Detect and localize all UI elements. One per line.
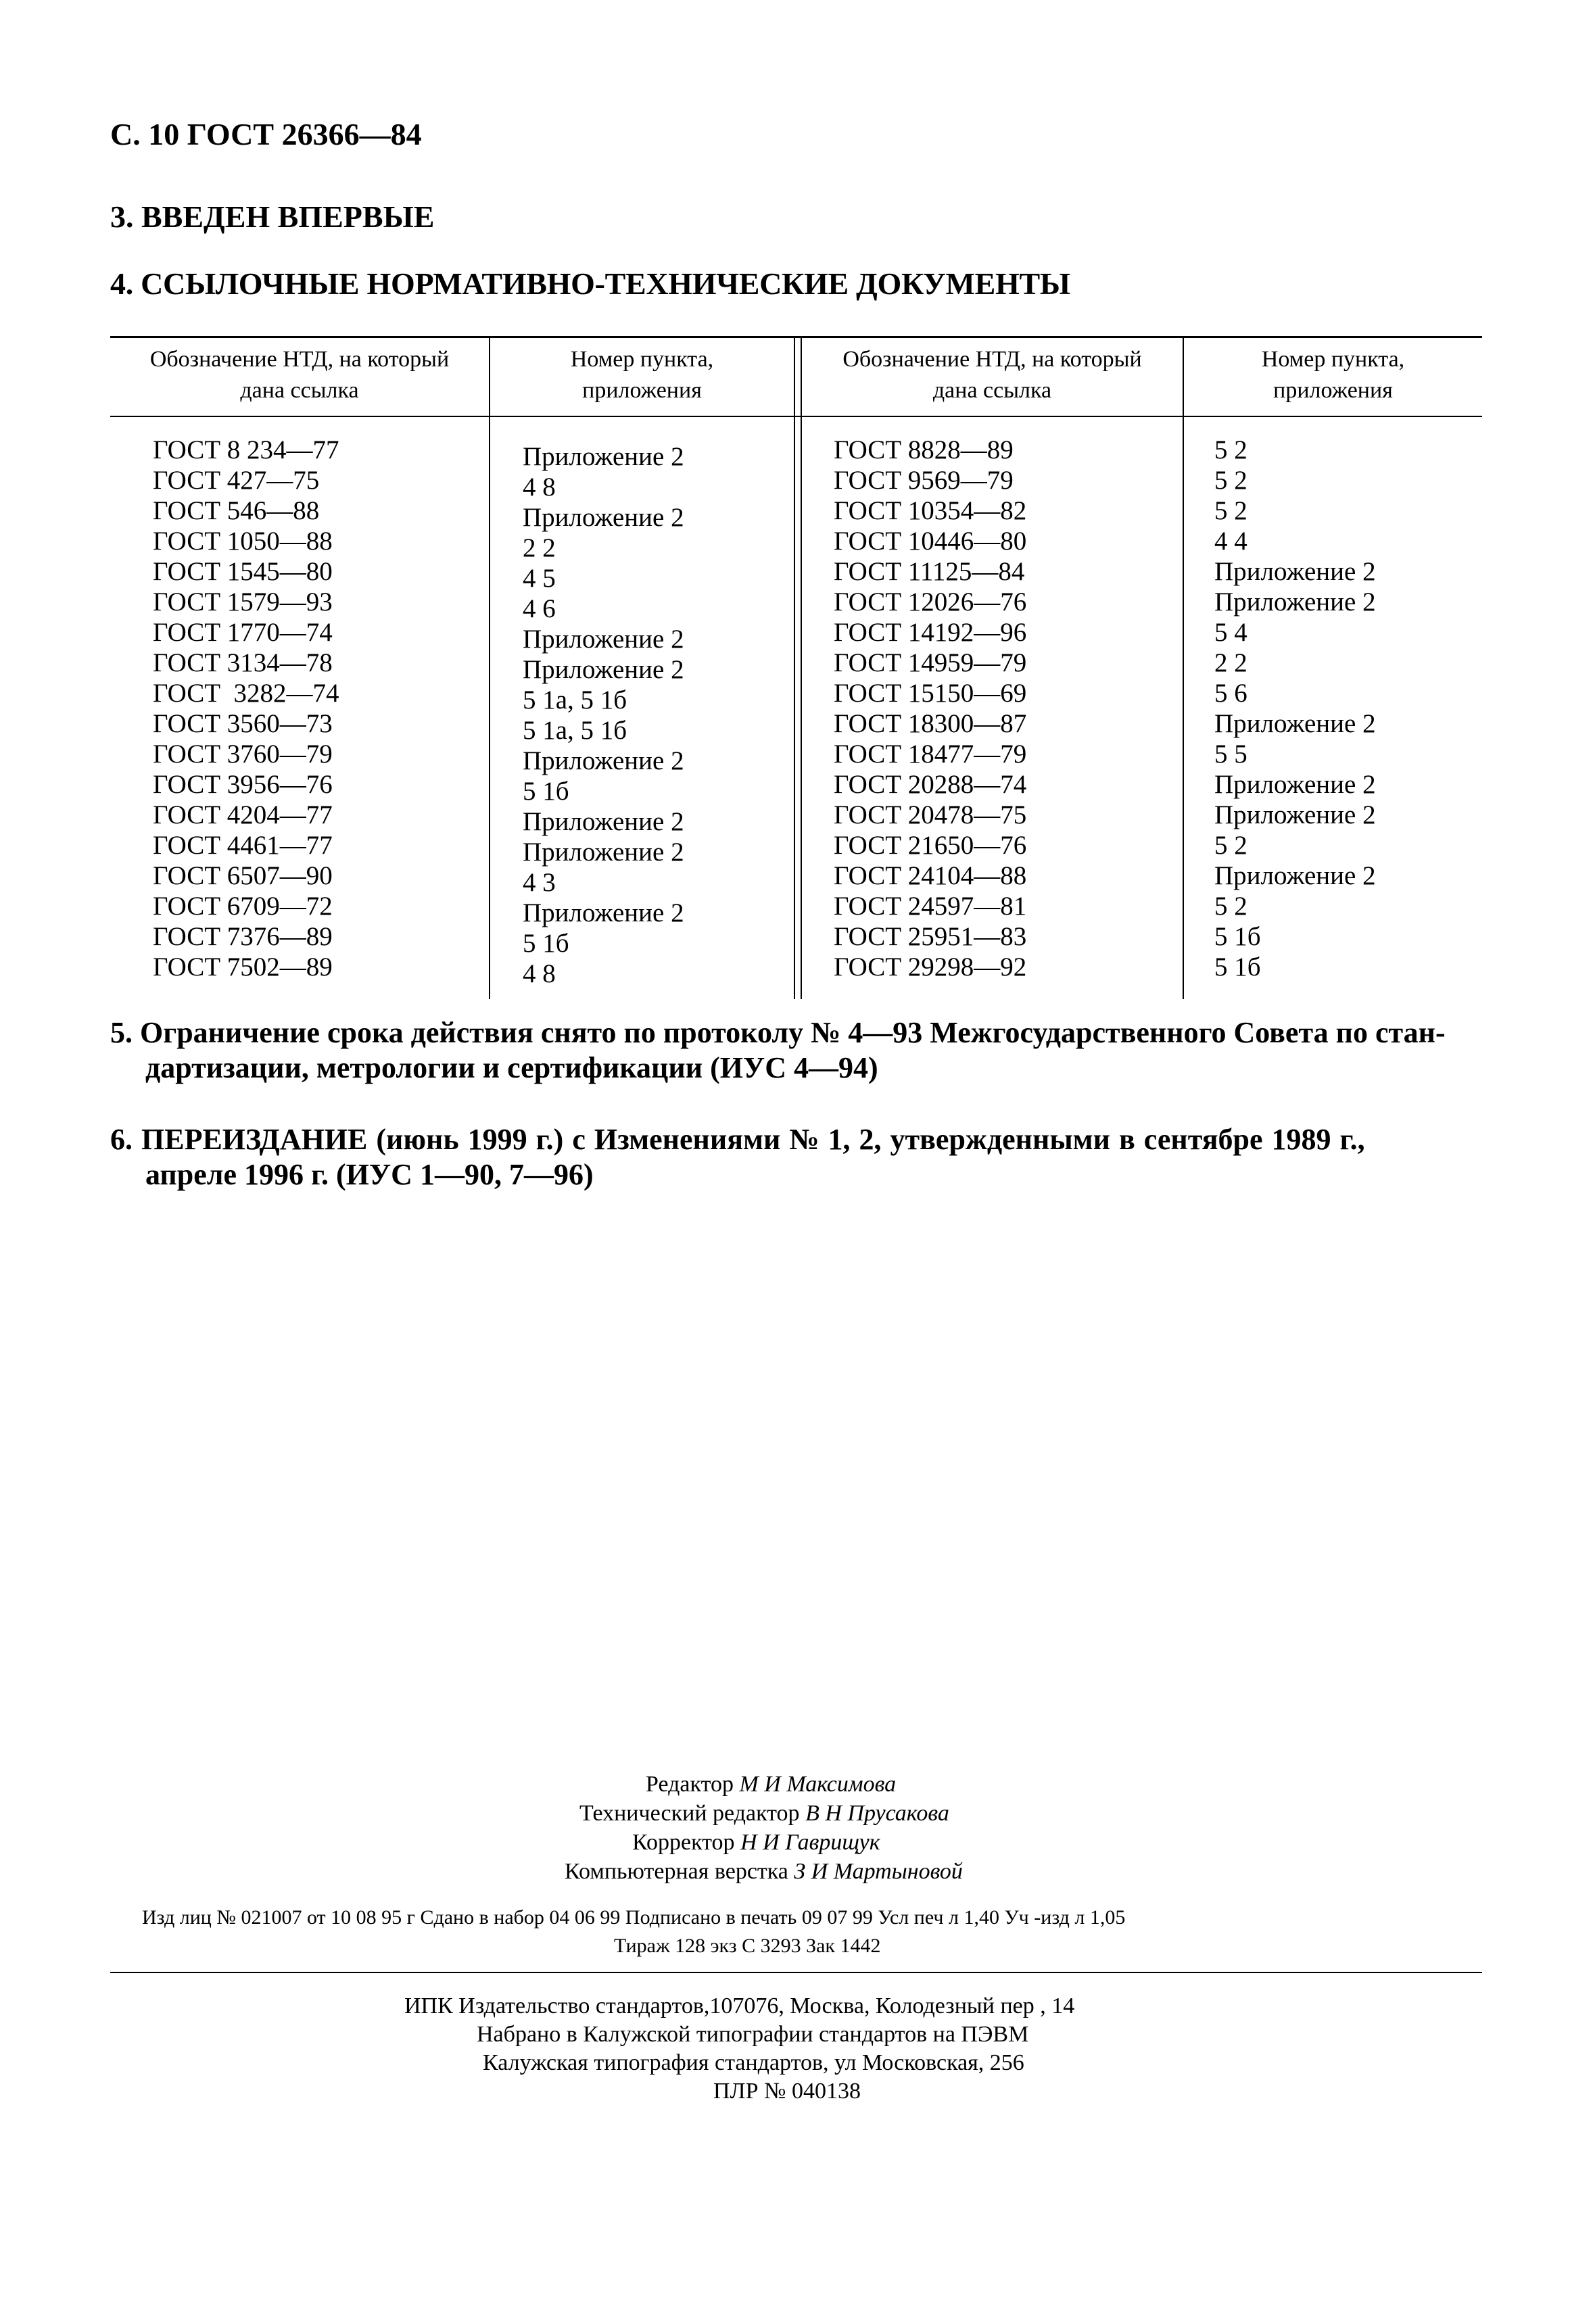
table-cell: Приложение 2	[523, 625, 684, 654]
column-divider	[489, 336, 490, 999]
table-cell: ГОСТ 8 234—77	[153, 435, 339, 464]
table-cell: ГОСТ 20288—74	[834, 770, 1027, 799]
left-items-column	[523, 441, 684, 989]
table-cell: Приложение 2	[523, 838, 684, 867]
imprint-line: Тираж 128 экз С 3293 Зак 1442	[614, 1935, 881, 1957]
table-cell: ГОСТ 24597—81	[834, 892, 1027, 921]
table-cell: Приложение 2	[523, 442, 684, 471]
table-cell: Приложение 2	[523, 655, 684, 684]
credit-editor	[646, 1770, 896, 1799]
credit-name: В Н Прусакова	[805, 1801, 949, 1826]
table-cell: 5 2	[1214, 496, 1247, 525]
header-ntd-right	[802, 344, 1183, 406]
table-cell: ГОСТ 3760—79	[153, 740, 333, 769]
table-cell: 5 5	[1214, 740, 1247, 769]
table-cell: 5 1а, 5 1б	[523, 685, 627, 715]
publisher-line: ПЛР № 040138	[713, 2079, 861, 2104]
table-cell: ГОСТ 7502—89	[153, 952, 333, 982]
right-ntd-column	[834, 435, 1026, 982]
table-cell: 4 3	[523, 868, 556, 897]
publisher-line: Набрано в Калужской типографии стандартов на ПЭВМ	[477, 2022, 1029, 2047]
table-cell: ГОСТ 25951—83	[834, 922, 1027, 951]
table-cell: ГОСТ 3560—73	[153, 709, 333, 738]
table-cell: Приложение 2	[523, 503, 684, 532]
table-cell: Приложение 2	[1214, 861, 1376, 890]
table-cell: ГОСТ 12026—76	[834, 587, 1027, 616]
header-item-right	[1184, 344, 1482, 406]
table-cell: Приложение 2	[1214, 587, 1376, 616]
table-cell: 5 2	[1214, 435, 1247, 464]
table-cell: ГОСТ 20478—75	[834, 800, 1027, 829]
table-cell: ГОСТ 3134—78	[153, 648, 333, 677]
table-cell: 5 4	[1214, 618, 1247, 647]
section-3-heading: 3. ВВЕДЕН ВПЕРВЫЕ	[110, 199, 435, 234]
table-cell: 4 8	[523, 959, 556, 988]
imprint-line: Изд лиц № 021007 от 10 08 95 г Сдано в набор 04 06 99 Подписано в печать 09 07 99 Усл печ л 1,40 Уч -изд л 1,05	[142, 1906, 1126, 1929]
header-text: приложения	[582, 378, 702, 403]
table-cell: 4 6	[523, 594, 556, 623]
credit-name: Н И Гаврищук	[740, 1830, 880, 1855]
table-cell: Приложение 2	[1214, 709, 1376, 738]
table-cell: 2 2	[1214, 648, 1247, 677]
column-divider	[1183, 336, 1184, 999]
table-cell: ГОСТ 15150—69	[834, 679, 1027, 708]
table-cell: Приложение 2	[523, 898, 684, 927]
bottom-rule	[110, 1972, 1482, 1973]
table-cell: ГОСТ 8828—89	[834, 435, 1014, 464]
table-cell: ГОСТ 9569—79	[834, 466, 1014, 495]
publisher-line: Калужская типография стандартов, ул Московская, 256	[483, 2050, 1024, 2075]
header-text: Обозначение НТД, на который	[149, 347, 450, 372]
section-5-line: 5. Ограничение срока действия снято по протоколу № 4—93 Межгосударственного Совета по стан-	[110, 1016, 1446, 1049]
table-cell: ГОСТ 427—75	[153, 466, 320, 495]
table-cell: 4 5	[523, 564, 556, 593]
table-cell: ГОСТ 1579—93	[153, 587, 333, 616]
table-cell: ГОСТ 11125—84	[834, 557, 1025, 586]
table-cell: 5 1б	[523, 777, 569, 806]
table-cell: ГОСТ 21650—76	[834, 831, 1027, 860]
header-text: Номер пункта,	[1261, 347, 1405, 372]
credit-name: З И Мартыновой	[794, 1859, 963, 1884]
credit-label: Технический редактор	[579, 1801, 800, 1826]
table-cell: 5 2	[1214, 892, 1247, 921]
table-cell: 5 1а, 5 1б	[523, 716, 627, 745]
table-cell: 4 4	[1214, 527, 1247, 556]
table-cell: ГОСТ 546—88	[153, 496, 320, 525]
table-cell: 5 2	[1214, 466, 1247, 495]
table-cell: 5 1б	[523, 929, 569, 958]
header-text: Номер пункта,	[570, 347, 714, 372]
section-6-line: 6. ПЕРЕИЗДАНИЕ (июнь 1999 г.) с Изменениями № 1, 2, утвержденными в сентябре 1989 г.,	[110, 1123, 1365, 1156]
section-5	[110, 1015, 1466, 1086]
header-text: дана ссылка	[240, 378, 359, 403]
page-header: С. 10 ГОСТ 26366—84	[110, 117, 422, 151]
credit-name: М И Максимова	[739, 1772, 897, 1797]
header-text: дана ссылка	[932, 378, 1052, 403]
table-cell: ГОСТ 1050—88	[153, 527, 333, 556]
table-cell: ГОСТ 14192—96	[834, 618, 1027, 647]
header-item-left	[490, 344, 794, 406]
table-cell: ГОСТ 18477—79	[834, 740, 1027, 769]
left-ntd-column	[153, 435, 339, 982]
table-cell: Приложение 2	[1214, 557, 1376, 586]
table-cell: ГОСТ 1770—74	[153, 618, 333, 647]
credit-corrector	[632, 1828, 880, 1857]
right-items-column	[1214, 435, 1376, 982]
table-cell: 5 2	[1214, 831, 1247, 860]
table-cell: 2 2	[523, 533, 556, 562]
table-cell: ГОСТ 3956—76	[153, 770, 333, 799]
reference-documents-table	[110, 336, 1482, 999]
table-cell: Приложение 2	[523, 746, 684, 775]
table-cell: 4 8	[523, 473, 556, 502]
credit-label: Компьютерная верстка	[565, 1859, 788, 1884]
credit-label: Редактор	[646, 1772, 734, 1797]
header-text: приложения	[1273, 378, 1393, 403]
header-text: Обозначение НТД, на который	[842, 347, 1142, 372]
double-column-divider	[794, 336, 802, 999]
table-cell: ГОСТ 4461—77	[153, 831, 333, 860]
table-cell: ГОСТ 24104—88	[834, 861, 1027, 890]
table-cell: ГОСТ 10446—80	[834, 527, 1027, 556]
table-cell: ГОСТ 29298—92	[834, 952, 1027, 982]
credit-label: Корректор	[632, 1830, 735, 1855]
table-cell: ГОСТ 18300—87	[834, 709, 1027, 738]
table-cell: ГОСТ 10354—82	[834, 496, 1027, 525]
table-cell: 5 1б	[1214, 922, 1261, 951]
section-6-line: апреле 1996 г. (ИУС 1—90, 7—96)	[145, 1158, 594, 1191]
table-cell: ГОСТ 6507—90	[153, 861, 333, 890]
table-cell: 5 6	[1214, 679, 1247, 708]
table-cell: Приложение 2	[1214, 800, 1376, 829]
table-cell: Приложение 2	[1214, 770, 1376, 799]
section-4-heading: 4. ССЫЛОЧНЫЕ НОРМАТИВНО-ТЕХНИЧЕСКИЕ ДОКУМЕНТЫ	[110, 266, 1070, 301]
header-ntd-left	[110, 344, 489, 406]
publisher-line: ИПК Издательство стандартов,107076, Москва, Колодезный пер , 14	[404, 1993, 1075, 2018]
credit-layout	[565, 1857, 963, 1886]
table-cell: ГОСТ 6709—72	[153, 892, 333, 921]
credit-tech-editor	[579, 1799, 949, 1828]
section-6	[110, 1122, 1466, 1192]
table-cell: ГОСТ 3282—74	[153, 679, 339, 708]
table-cell: ГОСТ 7376—89	[153, 922, 333, 951]
section-5-line: дартизации, метрологии и сертификации (ИУС 4—94)	[145, 1051, 878, 1084]
table-cell: 5 1б	[1214, 952, 1261, 982]
table-cell: Приложение 2	[523, 807, 684, 836]
table-cell: ГОСТ 4204—77	[153, 800, 333, 829]
table-cell: ГОСТ 14959—79	[834, 648, 1027, 677]
table-cell: ГОСТ 1545—80	[153, 557, 333, 586]
